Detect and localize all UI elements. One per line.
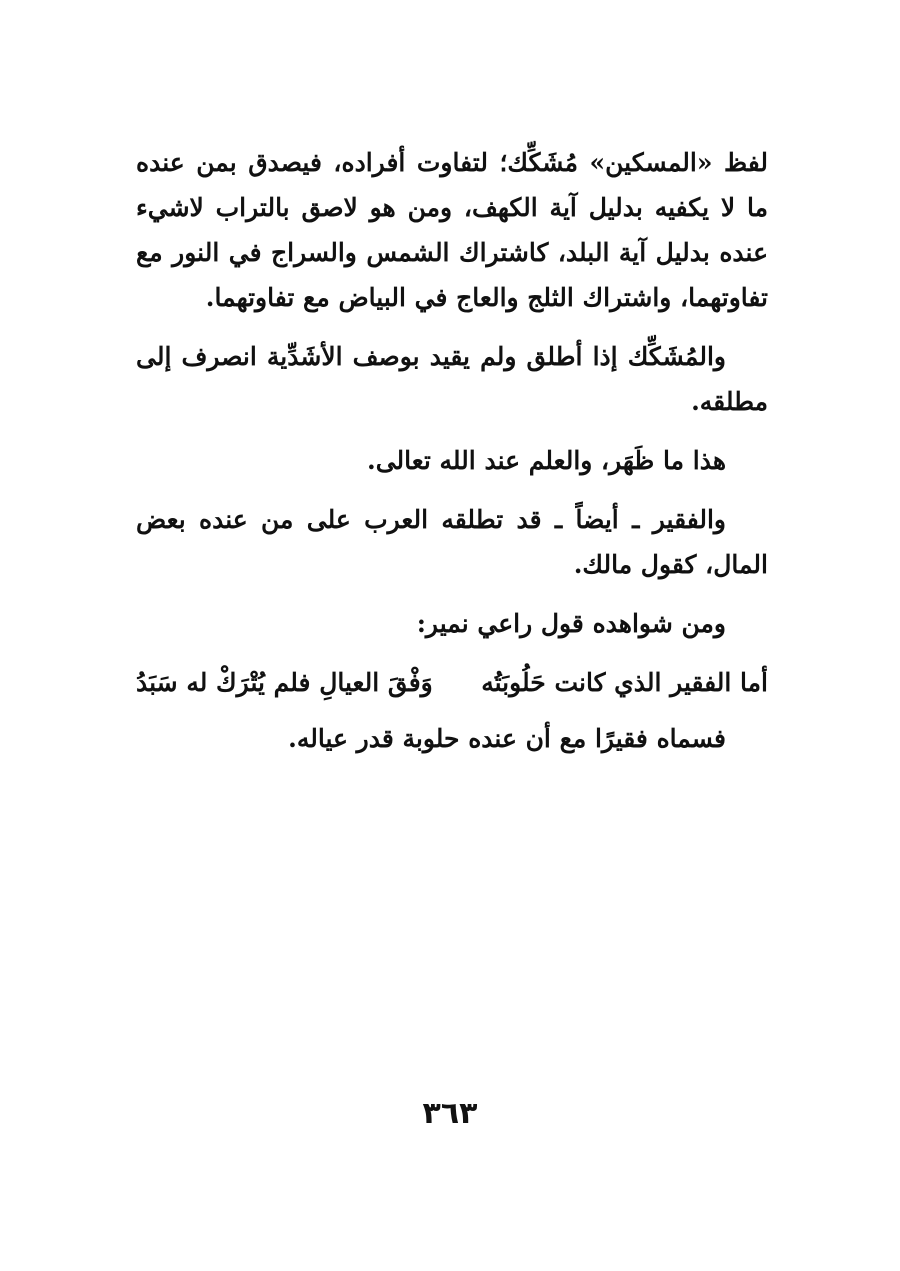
poetry-verse bbox=[136, 660, 768, 706]
verse-first-hemistich: أما الفقير الذي كانت حَلُوبَتُه bbox=[481, 668, 768, 697]
page-body bbox=[136, 140, 768, 775]
verse-second-hemistich: وَفْقَ العيالِ فلم يُتْرَكْ له سَبَدُ bbox=[136, 668, 433, 697]
closing-paragraph: فسماه فقيرًا مع أن عنده حلوبة قدر عياله. bbox=[288, 724, 726, 753]
paragraph-1: لفظ «المسكين» مُشَكِّك؛ لتفاوت أفراده، فيصدق بمن عنده ما لا يكفيه بدليل آية الكهف، ومن هو لاصق بالتراب لاشيء عنده بدليل آية البلد، كاشتراك الشمس والسراج في النور مع تفاوتهما، واشتراك الثلج والعاج في البياض مع تفاوتهما. bbox=[136, 148, 768, 312]
paragraph-3: هذا ما ظَهَر، والعلم عند الله تعالى. bbox=[367, 446, 726, 475]
paragraph-4: والفقير ـ أيضاً ـ قد تطلقه العرب على من عنده بعض المال، كقول مالك. bbox=[136, 505, 768, 579]
page-number: ٣٦٣ bbox=[422, 1096, 478, 1131]
paragraph-2: والمُشَكِّك إذا أطلق ولم يقيد بوصف الأشَدِّية انصرف إلى مطلقه. bbox=[136, 342, 768, 416]
paragraph-5: ومن شواهده قول راعي نمير: bbox=[416, 609, 726, 638]
